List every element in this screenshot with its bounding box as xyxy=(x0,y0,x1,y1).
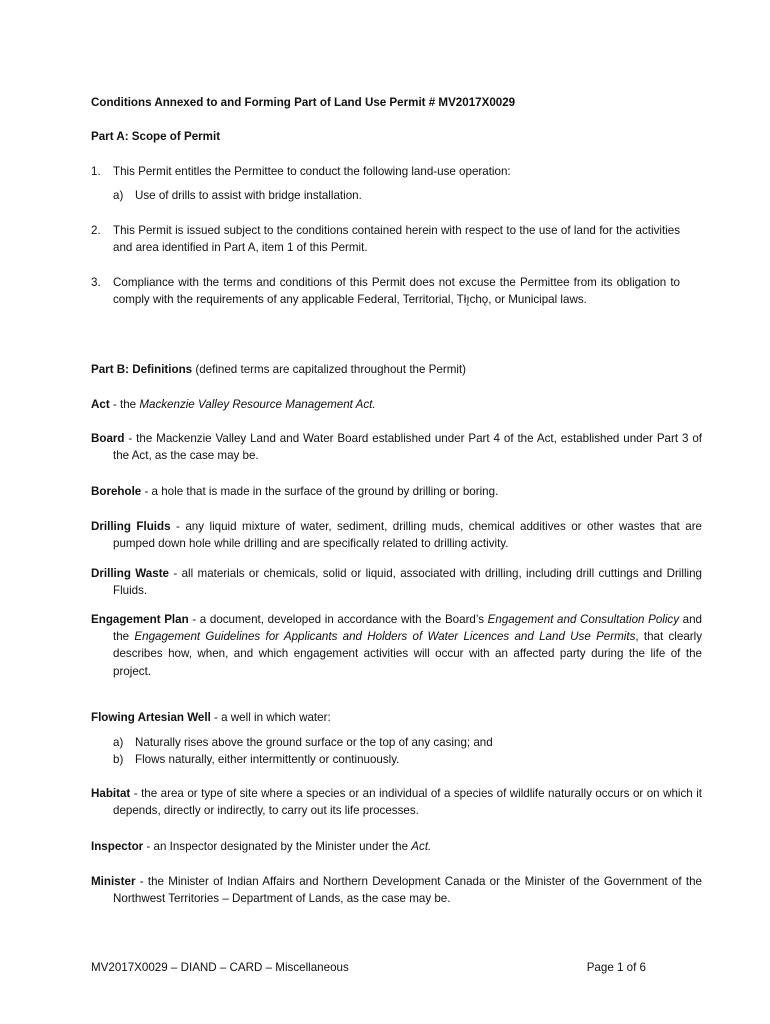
document-title: Conditions Annexed to and Forming Part of Land Use Permit # MV2017X0029 xyxy=(91,96,516,109)
footer-document-id: MV2017X0029 – DIAND – CARD – Miscellaneous xyxy=(91,961,349,974)
part-a-subitem-a: Use of drills to assist with bridge installation. xyxy=(135,189,362,202)
subitem-letter: b) xyxy=(113,753,124,766)
part-b-heading: Part B: Definitions (defined terms are capitalized throughout the Permit) xyxy=(91,363,467,376)
definition-flowing-artesian-well: Flowing Artesian Well - a well in which water: xyxy=(91,711,331,724)
definition-engagement-plan: Engagement Plan - a document, developed in accordance with the Board’s Engagement and Consultation Policy and the Engagement Guidelines for Applicants and Holders of Water Licences and Land Use Permits, that clearly describes how, when, and which engagement activities will occur with an affected party during the life of the project. xyxy=(91,613,702,678)
item-number: 1. xyxy=(91,165,101,178)
part-a-item-3: Compliance with the terms and conditions of this Permit does not excuse the Permittee from its obligation to comply with the requirements of any applicable Federal, Territorial, Tłı̨chǫ, or Municipal laws. xyxy=(113,276,680,307)
part-a-item-1: This Permit entitles the Permittee to conduct the following land-use operation: xyxy=(113,165,511,178)
definition-act: Act - the Mackenzie Valley Resource Management Act. xyxy=(91,398,376,411)
artesian-subitem-b: Flows naturally, either intermittently or continuously. xyxy=(135,753,400,766)
definition-drilling-waste: Drilling Waste - all materials or chemicals, solid or liquid, associated with drilling, including drill cuttings and Drilling Fluids. xyxy=(91,567,702,598)
definition-borehole: Borehole - a hole that is made in the surface of the ground by drilling or boring. xyxy=(91,485,499,498)
footer-page-number: Page 1 of 6 xyxy=(586,961,646,974)
definition-board: Board - the Mackenzie Valley Land and Water Board established under Part 4 of the Act, established under Part 3 of the Act, as the case may be. xyxy=(91,432,702,463)
item-number: 3. xyxy=(91,276,101,289)
definition-habitat: Habitat - the area or type of site where a species or an individual of a species of wildlife naturally occurs or on which it depends, directly or indirectly, to carry out its life processes. xyxy=(91,787,702,818)
subitem-letter: a) xyxy=(113,189,124,202)
definition-inspector: Inspector - an Inspector designated by the Minister under the Act. xyxy=(91,840,432,853)
subitem-letter: a) xyxy=(113,736,124,749)
part-a-heading: Part A: Scope of Permit xyxy=(91,130,221,143)
definition-minister: Minister - the Minister of Indian Affairs and Northern Development Canada or the Minister of the Government of the Northwest Territories – Department of Lands, as the case may be. xyxy=(91,875,702,906)
item-number: 2. xyxy=(91,224,101,237)
artesian-subitem-a: Naturally rises above the ground surface or the top of any casing; and xyxy=(135,736,493,749)
part-a-item-2: This Permit is issued subject to the conditions contained herein with respect to the use of land for the activities and area identified in Part A, item 1 of this Permit. xyxy=(113,224,680,255)
definition-drilling-fluids: Drilling Fluids - any liquid mixture of water, sediment, drilling muds, chemical additives or other wastes that are pumped down hole while drilling and are specifically related to drilling activity. xyxy=(91,520,703,551)
